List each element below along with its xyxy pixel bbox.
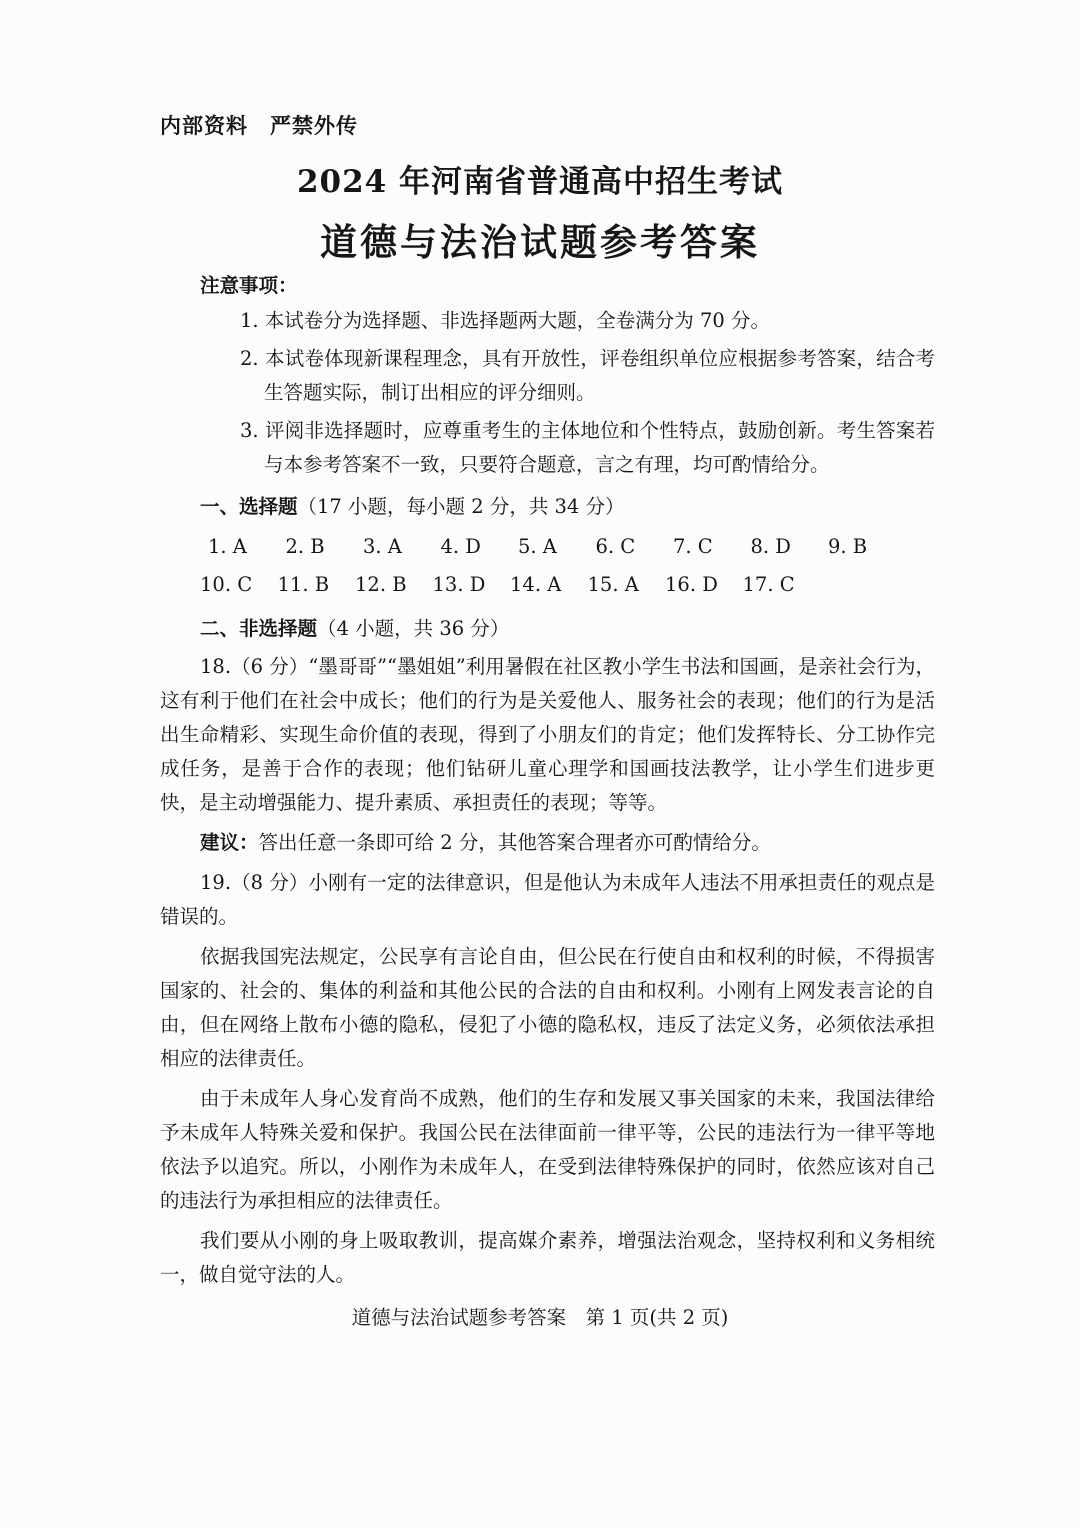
answer-item: 10. C — [200, 573, 253, 596]
answer-key-title: 道德与法治试题参考答案 — [320, 220, 760, 264]
section-choice-heading — [200, 490, 935, 524]
answer-item: 1. A — [208, 535, 247, 558]
answer-item: 8. D — [750, 535, 791, 558]
section-nonchoice-title: 二、非选择题 — [200, 617, 318, 640]
notice-item-2: 2. 本试卷体现新课程理念，具有开放性，评卷组织单位应根据参考答案，结合考生答题实际，制订出相应的评分细则。 — [240, 347, 935, 404]
answer-item: 5. A — [518, 535, 557, 558]
question-18-answer: 18.（6 分）“墨哥哥”“墨姐姐”利用暑假在社区教小学生书法和国画，是亲社会行为，这有利于他们在社会中成长；他们的行为是关爱他人、服务社会的表现；他们的行为是活出生命精彩、实现生命价值的表现，得到了小朋友们的肯定；他们发挥特长、分工协作完成任务，是善于合作的表现；他们钻研儿童心理学和国画技法教学，让小学生们进步更快，是主动增强能力、提升素质、承担责任的表现；等等。 — [160, 655, 935, 814]
answer-item: 13. D — [432, 573, 486, 596]
answer-item: 12. B — [355, 573, 407, 596]
answer-item: 6. C — [595, 535, 636, 558]
answers-row-1 — [208, 528, 935, 566]
document-body — [160, 272, 935, 1298]
section-choice-info: （17 小题，每小题 2 分，共 34 分） — [297, 495, 625, 518]
answers-row-2 — [200, 566, 935, 604]
question-19-paragraph-2: 由于未成年人身心发育尚不成熟，他们的生存和发展又事关国家的未来，我国法律给予未成年人特殊关爱和保护。我国公民在法律面前一律平等，公民的违法行为一律平等地依法予以追究。所以，小刚作为未成年人，在受到法律特殊保护的同时，依然应该对自己的违法行为承担相应的法律责任。 — [160, 1087, 935, 1212]
section-choice-title: 一、选择题 — [200, 495, 298, 518]
section-nonchoice-heading — [200, 612, 935, 646]
page-footer: 道德与法治试题参考答案 第 1 页(共 2 页) — [351, 1306, 729, 1329]
suggestion-label: 建议： — [200, 831, 259, 854]
notice-item-1: 1. 本试卷分为选择题、非选择题两大题，全卷满分为 70 分。 — [240, 309, 771, 332]
answer-item: 11. B — [277, 573, 330, 596]
answer-item: 9. B — [828, 535, 868, 558]
question-19-answer: 19.（8 分）小刚有一定的法律意识，但是他认为未成年人违法不用承担责任的观点是错误的。 — [160, 871, 935, 928]
section-nonchoice-info: （4 小题，共 36 分） — [317, 617, 510, 640]
scoring-suggestion — [200, 826, 935, 860]
answer-item: 15. A — [587, 573, 639, 596]
suggestion-text: 答出任意一条即可给 2 分，其他答案合理者亦可酌情给分。 — [258, 831, 771, 854]
notice-heading: 注意事项： — [200, 274, 298, 297]
answer-item: 17. C — [742, 573, 795, 596]
exam-title: 2024 年河南省普通高中招生考试 — [296, 164, 784, 200]
notice-item-3: 3. 评阅非选择题时，应尊重考生的主体地位和个性特点，鼓励创新。考生答案若与本参考答案不一致，只要符合题意，言之有理，均可酌情给分。 — [240, 419, 935, 476]
question-19-paragraph-1: 依据我国宪法规定，公民享有言论自由，但公民在行使自由和权利的时候，不得损害国家的、社会的、集体的利益和其他公民的合法的自由和权利。小刚有上网发表言论的自由，但在网络上散布小德的隐私，侵犯了小德的隐私权，违反了法定义务，必须依法承担相应的法律责任。 — [160, 945, 935, 1070]
answer-item: 16. D — [665, 573, 718, 596]
answer-item: 14. A — [510, 573, 562, 596]
question-19-paragraph-3: 我们要从小刚的身上吸取教训，提高媒介素养，增强法治观念，坚持权利和义务相统一，做自觉守法的人。 — [160, 1229, 935, 1286]
confidential-note: 内部资料 严禁外传 — [160, 113, 358, 138]
answer-item: 7. C — [673, 535, 713, 558]
answer-item: 2. B — [285, 535, 325, 558]
answer-item: 3. A — [363, 535, 402, 558]
answer-item: 4. D — [440, 535, 481, 558]
